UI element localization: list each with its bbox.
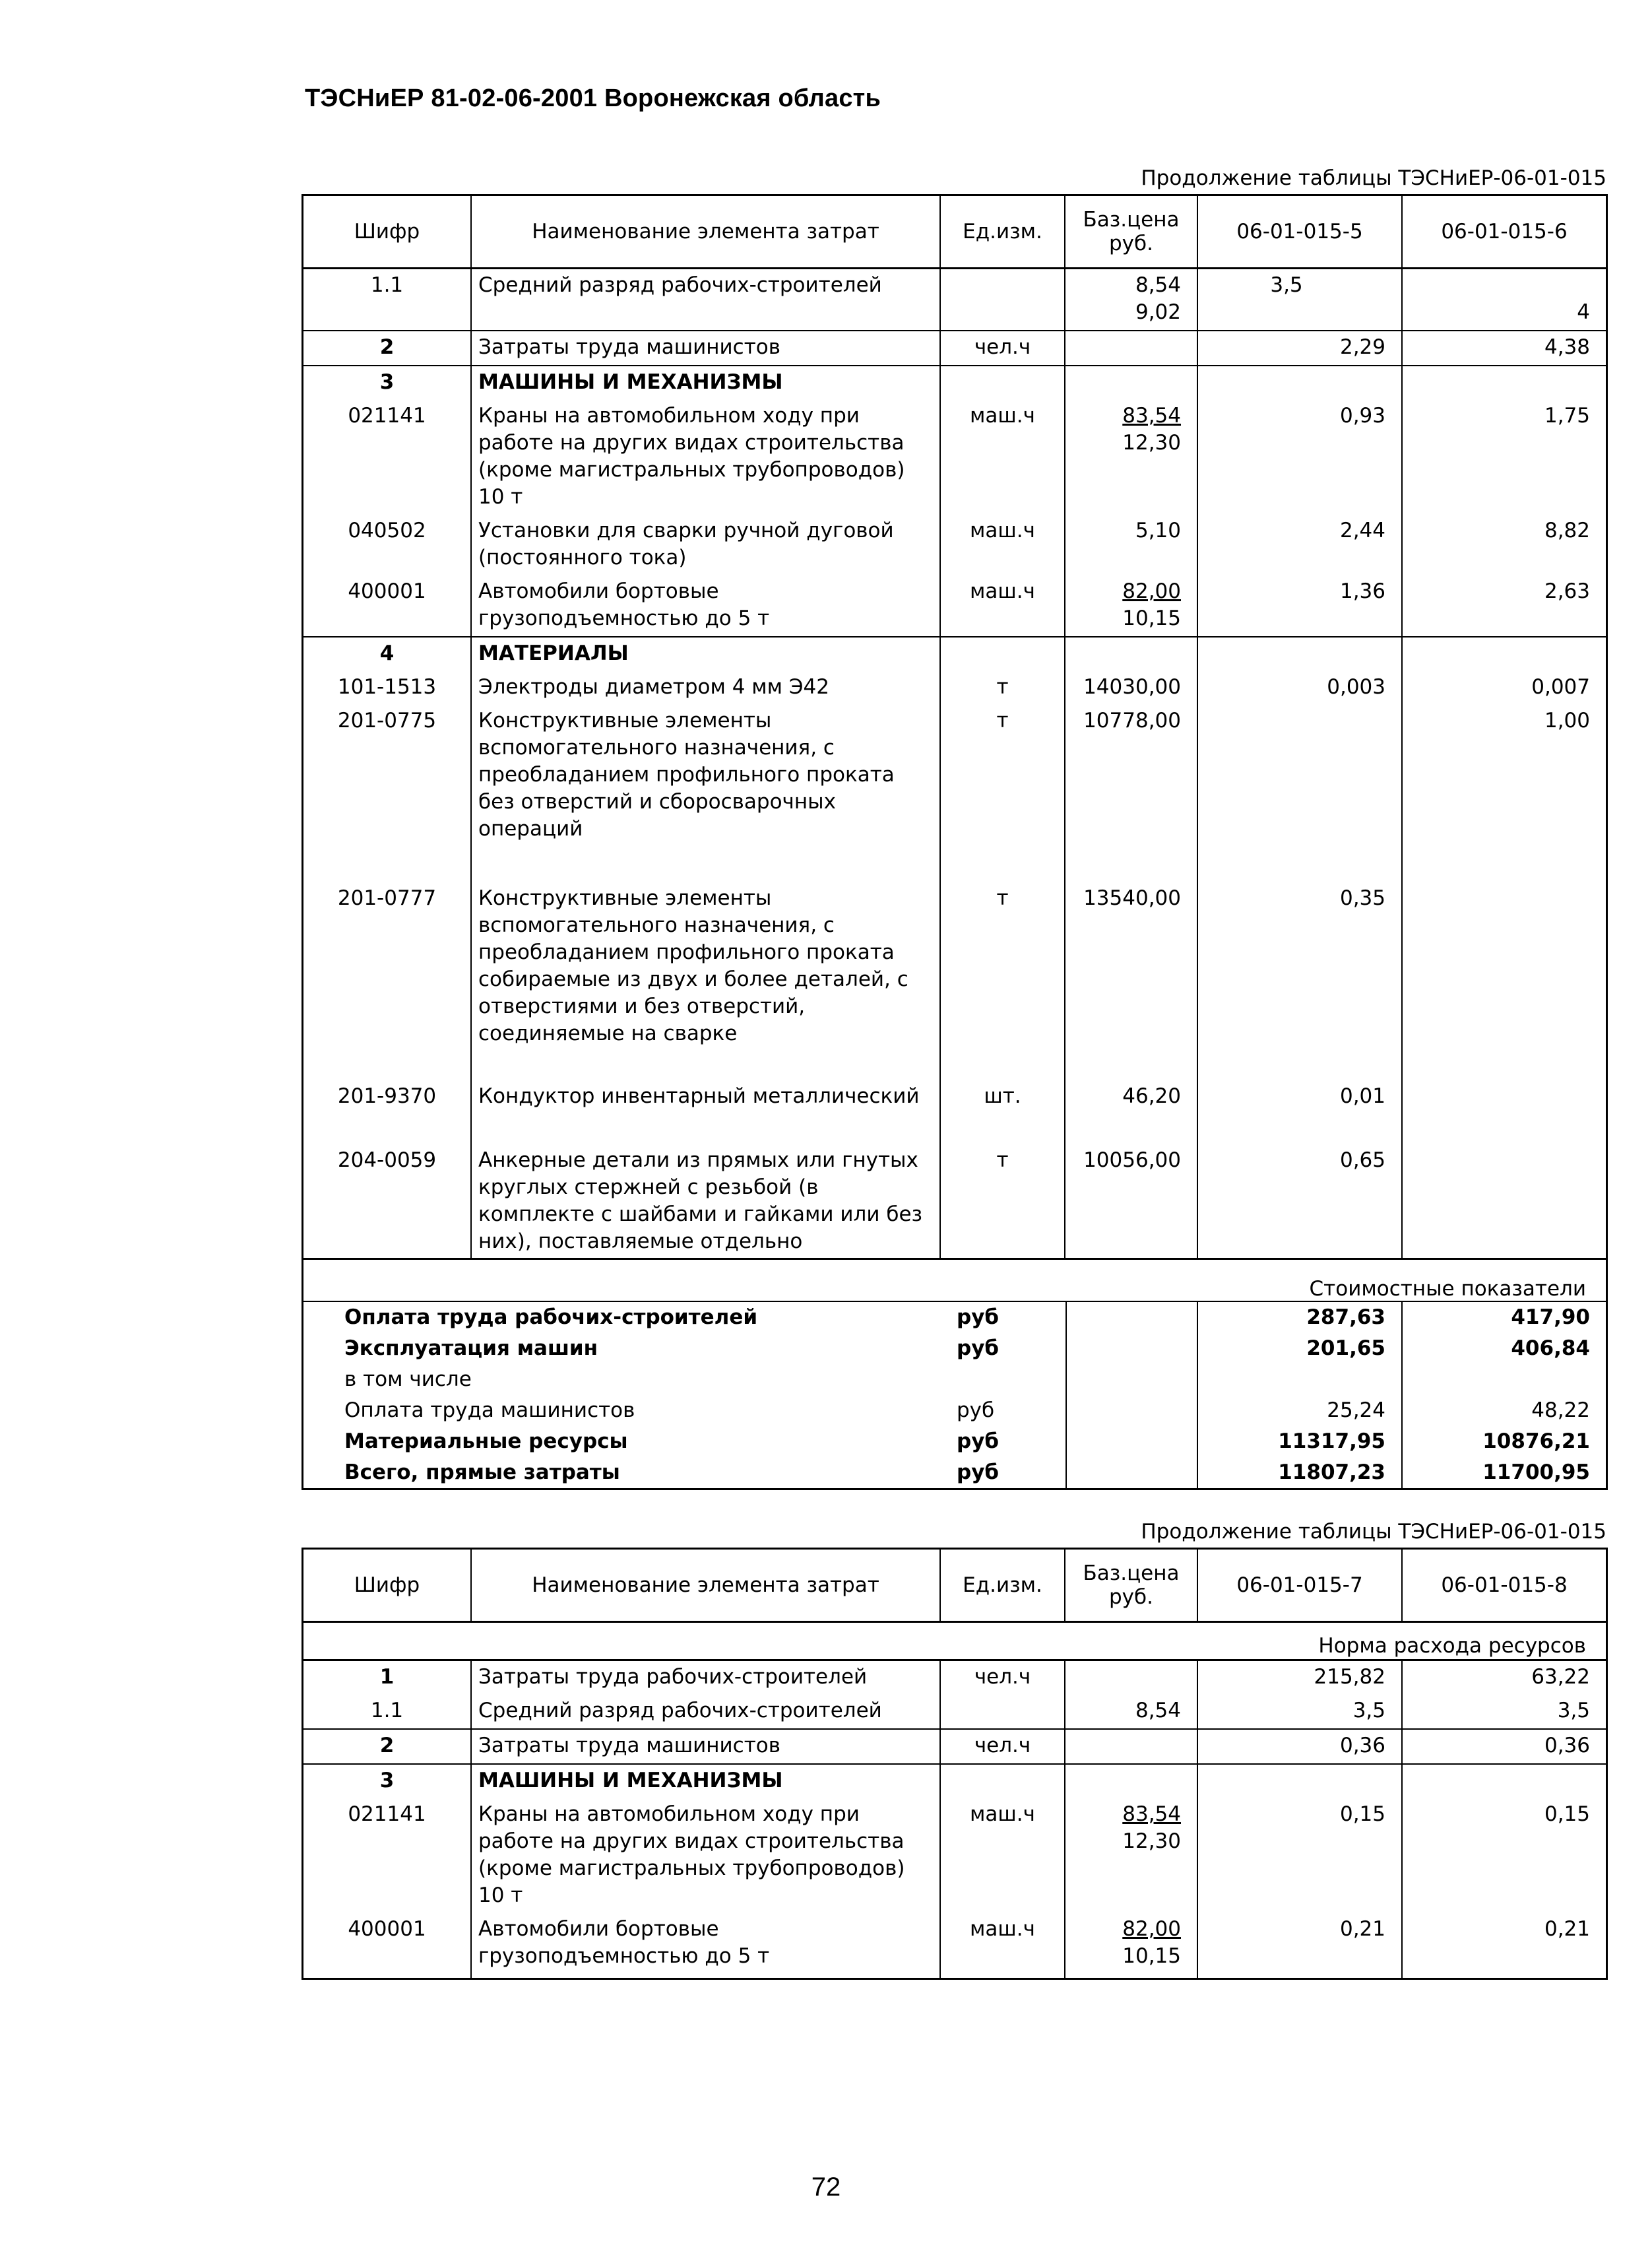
header-col-8: 06-01-015-8	[1441, 1573, 1568, 1597]
summary-value-5: 11317,95	[1198, 1426, 1403, 1457]
row-price: 5,10	[1065, 515, 1198, 575]
table2-header	[303, 1550, 1606, 1623]
summary-unit: руб	[957, 1305, 1000, 1329]
row-value-8: 0,15	[1544, 1802, 1590, 1826]
row-value-6: 2,63	[1544, 579, 1590, 603]
resource-table-1	[302, 194, 1608, 1490]
row-value-5: 0,35	[1198, 882, 1403, 1080]
summary-title: Стоимостные показатели	[1309, 1277, 1586, 1301]
header-code: Шифр	[303, 196, 472, 267]
row-value-8: 3,5	[1557, 1699, 1590, 1722]
table-row	[303, 705, 1606, 882]
row-code: 1.1	[303, 1695, 472, 1728]
row-name: Автомобили бортовые грузоподъемностью до 5 т	[472, 1913, 941, 1978]
summary-name: Материальные ресурсы	[344, 1429, 628, 1453]
summary-value-5: 287,63	[1198, 1302, 1403, 1333]
header-name: Наименование элемента затрат	[472, 196, 941, 267]
row-value-6: 4	[1577, 300, 1590, 324]
row-unit: маш.ч	[941, 1913, 1065, 1978]
row-unit: чел.ч	[941, 1730, 1065, 1763]
row-unit: т	[941, 1144, 1065, 1258]
summary-name: Оплата труда рабочих-строителей	[344, 1305, 758, 1329]
summary-value-6: 406,84	[1511, 1336, 1590, 1360]
row-name: Средний разряд рабочих-строителей	[472, 269, 941, 330]
row-name: Затраты труда рабочих-строителей	[472, 1661, 941, 1695]
row-code: 201-9370	[303, 1080, 472, 1144]
row-code: 201-0777	[303, 882, 472, 1080]
summary-name: Эксплуатация машин	[344, 1336, 598, 1360]
row-price: 10778,00	[1065, 705, 1198, 882]
row-price: 82,00 10,15	[1065, 575, 1198, 636]
row-value-7: 0,21	[1198, 1913, 1403, 1978]
table1-header	[303, 196, 1606, 269]
row-name: Краны на автомобильном ходу при работе на других видах строительства (кроме магистральных трубопроводов) 10 т	[472, 400, 941, 515]
row-code: 021141	[303, 1798, 472, 1913]
table-row	[303, 515, 1606, 575]
section-row	[303, 365, 1606, 400]
row-code: 4	[303, 637, 472, 671]
row-value-8: 0,21	[1544, 1917, 1590, 1941]
row-value-5: 0,01	[1198, 1080, 1403, 1144]
summary-name: Всего, прямые затраты	[344, 1460, 620, 1484]
row-name: Анкерные детали из прямых или гнутых круглых стержней с резьбой (в комплекте с шайбами и гайками или без них), поставляемые отдельно	[472, 1144, 941, 1258]
row-value-5: 2,44	[1198, 515, 1403, 575]
table-row	[303, 1661, 1606, 1695]
table-row	[303, 1913, 1606, 1978]
row-price: 8,54	[1065, 1695, 1198, 1728]
row-name: Автомобили бортовые грузоподъемностью до 5 т	[472, 575, 941, 636]
summary-name: в том числе	[344, 1367, 472, 1391]
table-row	[303, 671, 1606, 705]
header-code: Шифр	[303, 1550, 472, 1621]
row-unit	[941, 1695, 1065, 1728]
page-title: ТЭСНиЕР 81-02-06-2001 Воронежская область	[305, 84, 881, 112]
row-value-5: 0,003	[1198, 671, 1403, 705]
row-value-7: 0,36	[1198, 1730, 1403, 1763]
summary-value-6: 10876,21	[1482, 1429, 1590, 1453]
header-unit: Ед.изм.	[941, 196, 1065, 267]
summary-row	[303, 1426, 1606, 1457]
section-row	[303, 1763, 1606, 1798]
row-price: 82,00 10,15	[1065, 1913, 1198, 1978]
row-value-5: 3,5	[1198, 269, 1403, 330]
row-price: 14030,00	[1065, 671, 1198, 705]
summary-value-6: 11700,95	[1482, 1460, 1590, 1484]
row-price	[1065, 331, 1198, 365]
row-name: Электроды диаметром 4 мм Э42	[472, 671, 941, 705]
summary-value-5: 25,24	[1198, 1395, 1403, 1426]
row-price: 83,54 12,30	[1065, 400, 1198, 515]
table-row	[303, 1144, 1606, 1258]
table-row	[303, 400, 1606, 515]
row-price: 8,54 9,02	[1065, 269, 1198, 330]
header-col-5: 06-01-015-5	[1198, 196, 1403, 267]
row-name: Средний разряд рабочих-строителей	[472, 1695, 941, 1728]
row-unit: шт.	[941, 1080, 1065, 1144]
row-unit: т	[941, 671, 1065, 705]
header-price: Баз.цена руб.	[1065, 196, 1198, 267]
row-price: 83,54 12,30	[1065, 1798, 1198, 1913]
row-unit: маш.ч	[941, 400, 1065, 515]
row-value-6: 8,82	[1544, 519, 1590, 542]
row-code: 1.1	[303, 269, 472, 330]
header-col-7: 06-01-015-7	[1198, 1550, 1403, 1621]
summary-row	[303, 1457, 1606, 1488]
row-unit: маш.ч	[941, 515, 1065, 575]
row-code: 040502	[303, 515, 472, 575]
row-value-6	[1403, 882, 1606, 1080]
table1-caption: Продолжение таблицы ТЭСНиЕР-06-01-015	[1141, 166, 1606, 190]
row-price	[1065, 1661, 1198, 1695]
row-value-6: 1,00	[1544, 709, 1590, 733]
table2-caption: Продолжение таблицы ТЭСНиЕР-06-01-015	[1141, 1520, 1606, 1544]
header-price: Баз.цена руб.	[1065, 1550, 1198, 1621]
summary-value-5: 11807,23	[1198, 1457, 1403, 1488]
header-name: Наименование элемента затрат	[472, 1550, 941, 1621]
row-unit: т	[941, 705, 1065, 882]
summary-unit: руб	[957, 1460, 1000, 1484]
summary-row	[303, 1364, 1606, 1395]
summary-section	[303, 1258, 1606, 1488]
row-code: 2	[303, 1730, 472, 1763]
section-title: МАШИНЫ И МЕХАНИЗМЫ	[472, 1765, 941, 1798]
row-name: Конструктивные элементы вспомогательного назначения, с преобладанием профильного проката без отверстий и сборосварочных операций	[472, 705, 941, 882]
row-value-8: 0,36	[1544, 1734, 1590, 1757]
table-row	[303, 330, 1606, 365]
row-name: Затраты труда машинистов	[472, 1730, 941, 1763]
table-row	[303, 882, 1606, 1080]
row-price: 13540,00	[1065, 882, 1198, 1080]
table-row	[303, 1728, 1606, 1763]
row-unit: маш.ч	[941, 575, 1065, 636]
row-value-5: 0,93	[1198, 400, 1403, 515]
summary-name: Оплата труда машинистов	[344, 1398, 635, 1422]
table-row	[303, 269, 1606, 330]
row-unit: т	[941, 882, 1065, 1080]
row-value-7: 215,82	[1198, 1661, 1403, 1695]
summary-unit: руб	[957, 1429, 1000, 1453]
row-unit: чел.ч	[941, 1661, 1065, 1695]
row-name: Установки для сварки ручной дуговой (постоянного тока)	[472, 515, 941, 575]
row-name: Конструктивные элементы вспомогательного назначения, с преобладанием профильного проката собираемые из двух и более деталей, с отверстиями и без отверстий, соединяемые на сварке	[472, 882, 941, 1080]
row-value-6: 4,38	[1544, 335, 1590, 359]
row-price: 10056,00	[1065, 1144, 1198, 1258]
summary-row	[303, 1301, 1606, 1333]
row-value-5: 1,36	[1198, 575, 1403, 636]
row-value-7: 3,5	[1198, 1695, 1403, 1728]
table-row	[303, 1080, 1606, 1144]
summary-value-6: 417,90	[1511, 1305, 1590, 1329]
header-unit: Ед.изм.	[941, 1550, 1065, 1621]
summary-value-6: 48,22	[1531, 1398, 1590, 1422]
row-name: Кондуктор инвентарный металлический	[472, 1080, 941, 1144]
row-value-6	[1403, 1080, 1606, 1144]
row-value-5: 2,29	[1198, 331, 1403, 365]
row-value-5	[1198, 705, 1403, 882]
row-code: 2	[303, 331, 472, 365]
summary-row	[303, 1333, 1606, 1364]
row-unit	[941, 269, 1065, 330]
row-code: 204-0059	[303, 1144, 472, 1258]
row-name: Затраты труда машинистов	[472, 331, 941, 365]
row-value-6: 0,007	[1531, 675, 1590, 699]
norm-band: Норма расхода ресурсов	[303, 1623, 1606, 1661]
row-code: 400001	[303, 575, 472, 636]
row-unit: маш.ч	[941, 1798, 1065, 1913]
table-row	[303, 1695, 1606, 1728]
page-number: 72	[811, 2173, 841, 2202]
row-value-8: 63,22	[1531, 1665, 1590, 1689]
row-value-6: 1,75	[1544, 404, 1590, 428]
table-row	[303, 1798, 1606, 1913]
section-title: МАШИНЫ И МЕХАНИЗМЫ	[472, 366, 941, 400]
row-unit: чел.ч	[941, 331, 1065, 365]
row-name: Краны на автомобильном ходу при работе на других видах строительства (кроме магистральных трубопроводов) 10 т	[472, 1798, 941, 1913]
row-value-6	[1403, 1144, 1606, 1258]
summary-row	[303, 1395, 1606, 1426]
section-row	[303, 636, 1606, 671]
row-code: 101-1513	[303, 671, 472, 705]
resource-table-2	[302, 1548, 1608, 1980]
summary-unit: руб	[957, 1398, 995, 1422]
row-code: 3	[303, 366, 472, 400]
table-row	[303, 575, 1606, 636]
summary-unit: руб	[957, 1336, 1000, 1360]
row-price	[1065, 1730, 1198, 1763]
summary-value-5: 201,65	[1198, 1333, 1403, 1364]
row-value-7: 0,15	[1198, 1798, 1403, 1913]
row-code: 021141	[303, 400, 472, 515]
row-code: 3	[303, 1765, 472, 1798]
row-code: 400001	[303, 1913, 472, 1978]
row-price: 46,20	[1065, 1080, 1198, 1144]
row-code: 1	[303, 1661, 472, 1695]
row-code: 201-0775	[303, 705, 472, 882]
header-col-6: 06-01-015-6	[1441, 220, 1568, 244]
section-title: МАТЕРИАЛЫ	[472, 637, 941, 671]
row-value-5: 0,65	[1198, 1144, 1403, 1258]
